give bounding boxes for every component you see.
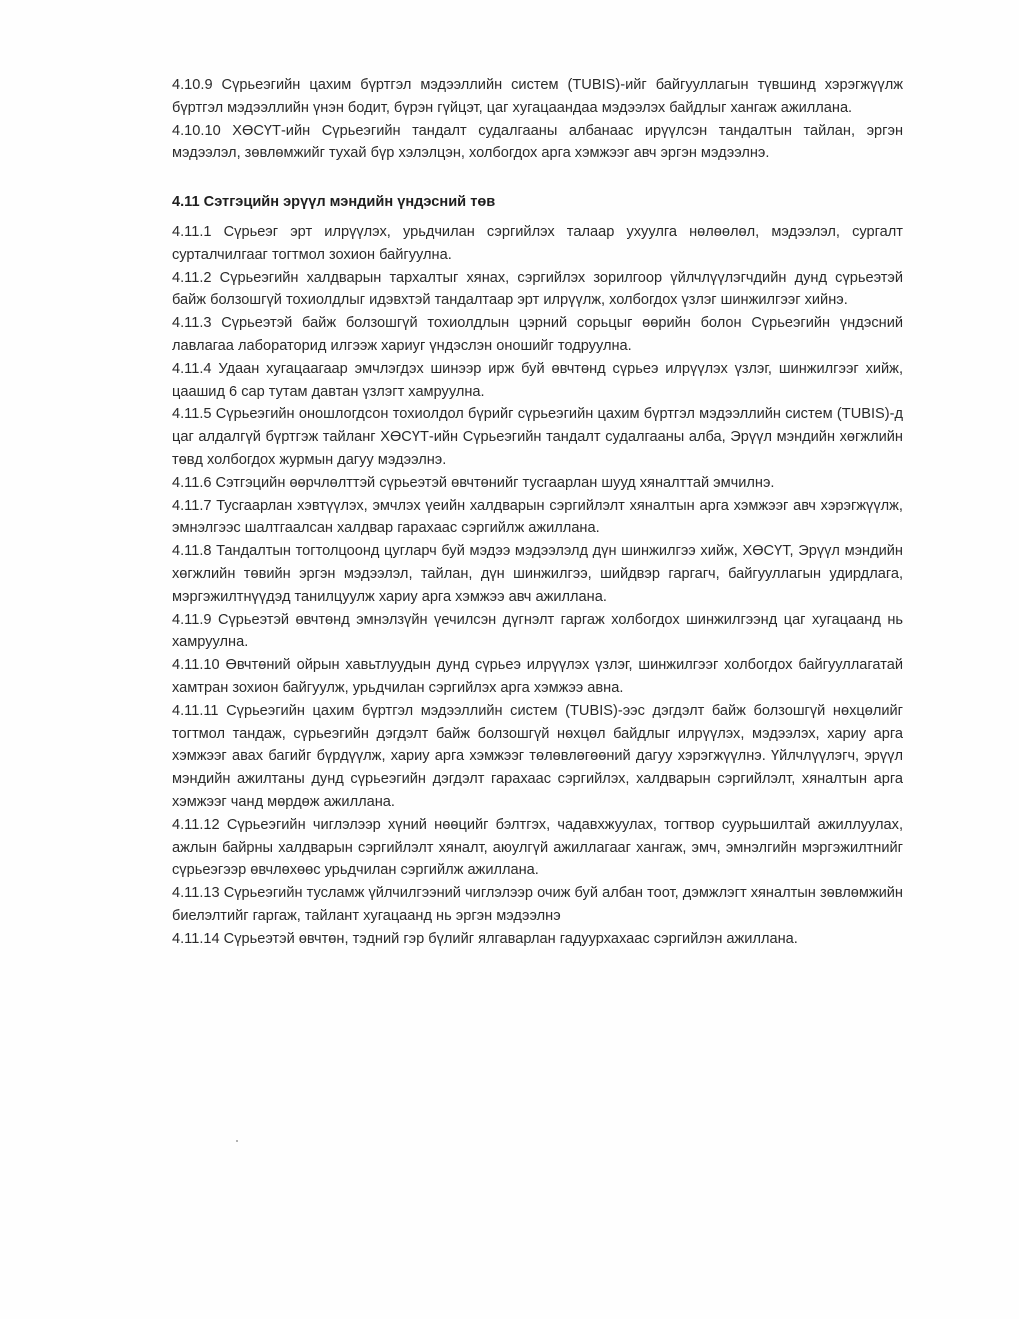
paragraph-4-11-12: 4.11.12 Сүрьеэгийн чиглэлээр хүний нөөцийг бэлтгэх, чадавхжуулах, тогтвор суурьшилтай ажиллуулах, ажлын байрны халдварын сэргийлэлт хяналт, аюулгүй ажиллагааг хангаж, эмч, эмнэлгийн мэргэжилтнийг сүрьеэгээр өвчлөхөөс урьдчилан сэргийлж ажиллана. — [172, 816, 903, 879]
paragraph-4-11-4: 4.11.4 Удаан хугацаагаар эмчлэгдэх шинээр ирж буй өвчтөнд сүрьеэ илрүүлэх үзлэг, шинжилгээг хийж, цаашид 6 сар тутам давтан үзлэгт хамруулна. — [172, 360, 903, 400]
section-heading-4-11: 4.11 Сэтгэцийн эрүүл мэндийн үндэсний төв — [172, 194, 496, 211]
paragraph-4-11-11: 4.11.11 Сүрьеэгийн цахим бүртгэл мэдээллийн систем (TUBIS)-ээс дэгдэлт байж болзошгүй нөхцөлийг тогтмол тандаж, сүрьеэгийн дэгдэлт байж болзошгүй нөхцөл байдлыг илрүүлэх, мэдээлэх, хариу арга хэмжээг авах багийг бүрдүүлж, хариу арга хэмжээг төлөвлөгөөний дагуу хэрэгжүүлнэ. Үйлчлүүлэгч, эрүүл мэндийн ажилтаны дунд сүрьеэгийн дэгдэлт гарахаас сэргийлэх, халдварын сэргийлэлт, хяналтын арга хэмжээг чанд мөрдөж ажиллана. — [172, 702, 903, 810]
paragraph-4-11-3: 4.11.3 Сүрьеэтэй байж болзошгүй тохиолдлын цэрний сорьцыг өөрийн болон Сүрьеэгийн үндэсний лавлагаа лабораторид илгээж хариуг үндэслэн оношийг тодруулна. — [172, 315, 903, 354]
paragraph-4-10-10: 4.10.10 ХӨСҮТ-ийн Сүрьеэгийн тандалт судалгааны албанаас ирүүлсэн тандалтын тайлан, эргэн мэдээлэл, зөвлөмжийг тухай бүр хэлэлцэн, холбогдох арга хэмжээг авч эргэн мэдээлнэ. — [172, 122, 903, 162]
paragraph-4-11-9: 4.11.9 Сүрьеэтэй өвчтөнд эмнэлзүйн үечилсэн дүгнэлт гаргаж холбогдох шинжилгээнд цаг хугацаанд нь хамруулна. — [172, 611, 903, 651]
document-body — [172, 74, 903, 950]
paragraph-4-10-9: 4.10.9 Сүрьеэгийн цахим бүртгэл мэдээллийн систем (TUBIS)-ийг байгууллагын түвшинд хэрэгжүүлж бүртгэл мэдээллийн үнэн бодит, бүрэн гүйцэт, цаг хугацаандаа мэдээлэх байдлыг хангаж ажиллана. — [172, 77, 903, 116]
scan-speck — [236, 1140, 238, 1142]
paragraph-4-11-6: 4.11.6 Сэтгэцийн өөрчлөлттэй сүрьеэтэй өвчтөнийг тусгаарлан шууд хяналттай эмчилнэ. — [172, 474, 775, 491]
paragraph-4-11-8: 4.11.8 Тандалтын тогтолцоонд цугларч буй мэдээ мэдээлэлд дүн шинжилгээ хийж, ХӨСҮТ, Эрүүл мэндийн хөгжлийн төвийн эргэн мэдээлэл, тайлан, дүн шинжилгээ, шийдвэр гаргагч, байгууллагын удирдлага, мэргэжилтнүүдэд танилцуулж хариу арга хэмжээ авч ажиллана. — [172, 543, 903, 605]
paragraph-4-11-13: 4.11.13 Сүрьеэгийн тусламж үйлчилгээний чиглэлээр очиж буй албан тоот, дэмжлэгт хяналтын зөвлөмжийн биелэлтийг гаргаж, тайлант хугацаанд нь эргэн мэдээлнэ — [172, 885, 903, 924]
paragraph-4-11-10: 4.11.10 Өвчтөний ойрын хавьтлуудын дунд сүрьеэ илрүүлэх үзлэг, шинжилгээг холбогдох байгууллагатай хамтран зохион байгуулж, урьдчилан сэргийлэх арга хэмжээ авна. — [172, 657, 903, 696]
paragraph-4-11-1: 4.11.1 Сүрьеэг эрт илрүүлэх, урьдчилан сэргийлэх талаар ухуулга нөлөөлөл, мэдээлэл, сургалт сурталчилгааг тогтмол зохион байгуулна. — [172, 223, 903, 263]
paragraph-4-11-7: 4.11.7 Тусгаарлан хэвтүүлэх, эмчлэх үеийн халдварын сэргийлэлт хяналтын арга хэмжээг авч хэрэгжүүлж, эмнэлгээс шалтгаалсан халдвар гарахаас сэргийлж ажиллана. — [172, 497, 903, 537]
paragraph-4-11-14: 4.11.14 Сүрьеэтэй өвчтөн, тэдний гэр бүлийг ялгаварлан гадуурхахаас сэргийлэн ажиллана. — [172, 930, 798, 947]
paragraph-4-11-5: 4.11.5 Сүрьеэгийн оношлогдсон тохиолдол бүрийг сүрьеэгийн цахим бүртгэл мэдээллийн систем (TUBIS)-д цаг алдалгүй бүртгэж тайланг ХӨСҮТ-ийн Сүрьеэгийн тандалт судалгааны алба, Эрүүл мэндийн хөгжлийн төвд холбогдох журмын дагуу мэдээлнэ. — [172, 406, 903, 468]
paragraph-4-11-2: 4.11.2 Сүрьеэгийн халдварын тархалтыг хянах, сэргийлэх зорилгоор үйлчлүүлэгчдийн дунд сүрьеэтэй байж болзошгүй тохиолдлыг идэвхтэй тандалтаар эрт илрүүлж, холбогдох үзлэг шинжилгээг хийнэ. — [172, 269, 903, 309]
